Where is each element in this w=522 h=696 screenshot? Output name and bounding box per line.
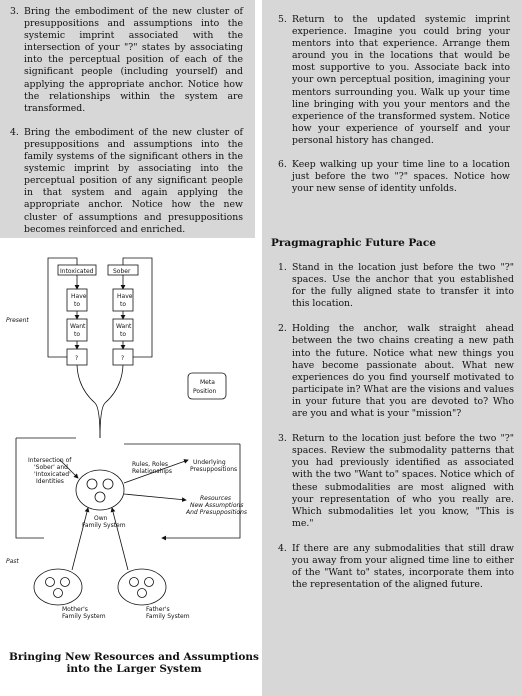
to-label: to	[120, 331, 127, 338]
intoxicated-label: Intoxicated	[60, 268, 94, 275]
want-label: Want	[70, 323, 86, 330]
diagram-caption	[0, 651, 268, 675]
present-label: Present	[6, 317, 29, 324]
family-system-label: Family System	[146, 613, 190, 620]
sober-label: Sober	[113, 268, 131, 275]
have-label: Have	[71, 293, 87, 300]
future-pace-heading: Pragmagraphic Future Pace	[271, 237, 436, 249]
step-text: Stand in the location just before the two "?" spaces. Use the anchor that you established for the fully aligned state to transfer it into this location.	[292, 262, 514, 310]
mothers-label: Mother's	[62, 606, 88, 613]
new-assumptions-label: New Assumptions	[190, 502, 244, 509]
resources-label: Resources	[200, 495, 232, 502]
fathers-label: Father's	[146, 606, 170, 613]
step-text: If there are any submodalities that still draw you away from your aligned time line to either of the "Want to" states, incorporate them into the representation of the aligned future.	[292, 542, 514, 591]
step-number: 2.	[278, 323, 287, 335]
step-number: 5.	[278, 14, 287, 25]
pace-step-3	[278, 433, 514, 530]
to-label: to	[120, 301, 127, 308]
own-label: Own	[94, 515, 108, 522]
pace-step-2	[278, 323, 514, 420]
fathers-family-system	[118, 569, 166, 605]
position-label: Position	[193, 388, 217, 395]
question-label: ?	[75, 355, 79, 362]
relationships-label: Relationships	[132, 468, 172, 475]
systems-diagram	[0, 238, 262, 648]
pace-step-1	[278, 262, 514, 310]
meta-position-box	[188, 373, 226, 399]
step-number: 4.	[10, 126, 19, 138]
meta-label: Meta	[200, 379, 215, 386]
and-presuppositions-label: And Presuppositions	[186, 509, 248, 516]
own-family-system	[76, 470, 124, 510]
caption-line-1: Bringing New Resources and Assumptions	[9, 651, 259, 663]
family-system-label: Family System	[82, 522, 126, 529]
step-text: Bring the embodiment of the new cluster of presuppositions and assumptions into the family systems of the significant others in the systemic imprint by associating into the perceptual position of any significant people in that system and again applying the appropriate anchor. Notice how the new cluster of assumptions and presuppositions becomes reinforced and enriched.	[24, 126, 243, 235]
step-number: 1.	[278, 262, 287, 273]
step-text: Holding the anchor, walk straight ahead between the two chains creating a new path into the future. Notice what new things you have become passionate about. What new experiences do you find yourself motivated to participate in? What are the visions and values in your future that you are devoted to? Who are you and what is your "mission"?	[292, 323, 514, 420]
step-number: 6.	[278, 159, 287, 171]
have-label: Have	[117, 293, 133, 300]
to-label: to	[74, 331, 81, 338]
question-label: ?	[121, 355, 125, 362]
intersection-label: 'Sober' and	[34, 464, 68, 471]
to-label: to	[74, 301, 81, 308]
step-text: Bring the embodiment of the new cluster of presuppositions and assumptions into the systemic imprint associated with the intersection of your "?" states by associating into the perceptual position of each of the significant people (including yourself) and applying the appropriate anchor. Notice how the relationships within the system are transformed.	[24, 6, 243, 114]
future-pace-steps	[278, 262, 514, 604]
left-steps-panel	[0, 0, 255, 238]
pace-step-4	[278, 543, 514, 591]
step-5	[278, 14, 510, 147]
step-text: Return to the updated systemic imprint experience. Imagine you could bring your mentors into that experience. Arrange them around you in the locations that would be most supportive to you. Associate back into your own perceptual position, imagining your mentors surrounding you. Walk up your time line bringing with you your mentors and the experience of the transformed system. Notice how your experience of yourself and your personal history has changed.	[292, 14, 510, 146]
step-text: Keep walking up your time line to a location just before the two "?" spaces. Notice how your new sense of identity unfolds.	[292, 159, 510, 195]
step-number: 4.	[278, 542, 287, 554]
rules-label: Rules, Roles	[132, 461, 169, 468]
mothers-family-system	[34, 569, 82, 605]
presuppositions-label: Presuppositions	[190, 466, 238, 473]
intersection-label: Identities	[36, 478, 64, 485]
family-system-label: Family System	[62, 613, 106, 620]
past-label: Past	[6, 558, 19, 565]
step-text: Return to the location just before the two "?" spaces. Review the submodality patterns that you had previously identified as associated with the two "Want to" spaces. Notice which of these submodalities are most aligned with your representation of who you really are. Which submodalities let you know, "This is me."	[292, 433, 514, 529]
step-number: 3.	[278, 433, 287, 445]
step-number: 3.	[10, 6, 19, 17]
step-4	[10, 127, 243, 236]
step-6	[278, 159, 510, 195]
want-label: Want	[116, 323, 132, 330]
intersection-label: 'Intoxicated'	[34, 471, 71, 478]
underlying-label: Underlying	[193, 459, 226, 466]
caption-line-2: into the Larger System	[66, 663, 202, 675]
intersection-label: Intersection of	[28, 457, 72, 464]
step-3	[10, 6, 243, 115]
